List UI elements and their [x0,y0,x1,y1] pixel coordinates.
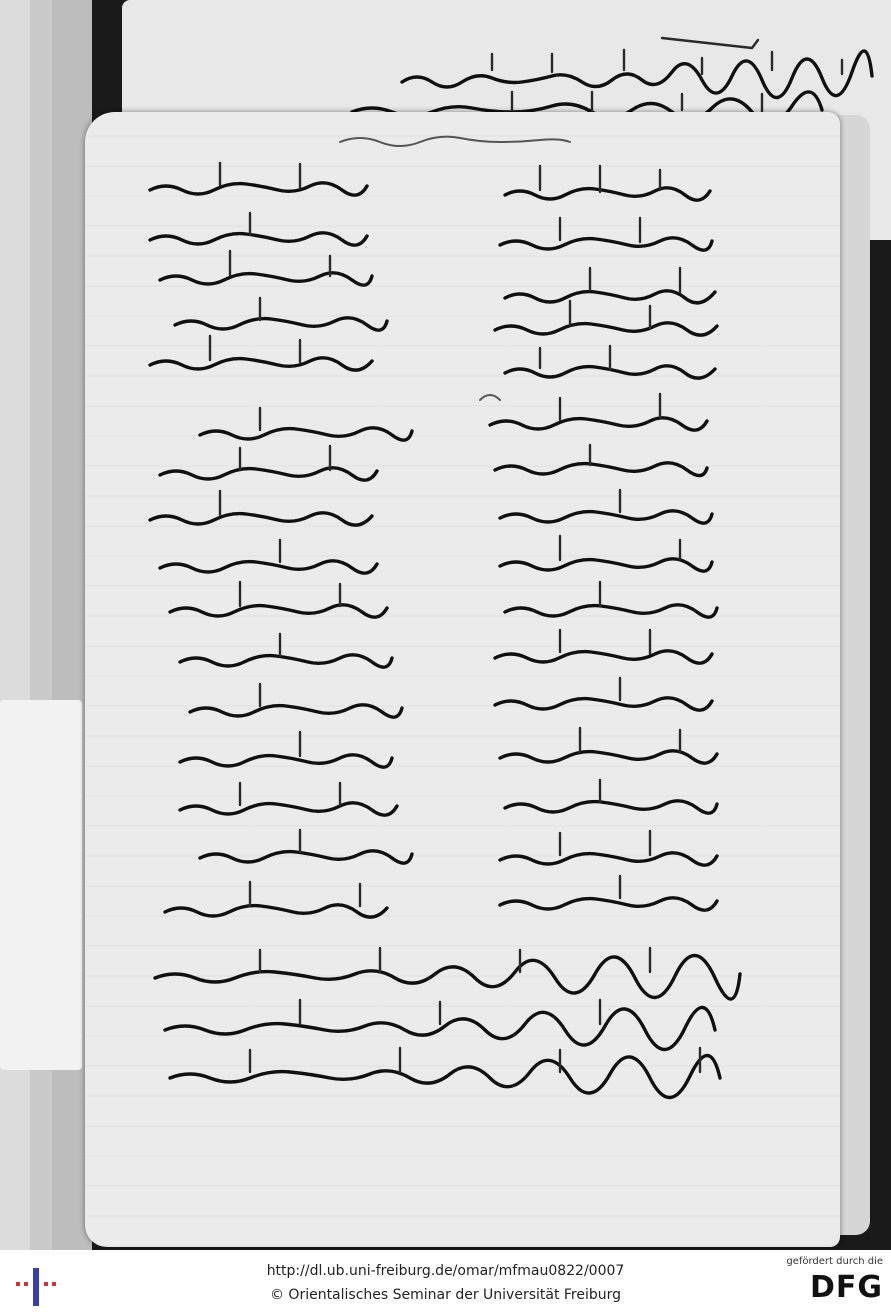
viewer-footer [0,1250,891,1313]
dfg-logo-icon: DFG [809,1270,883,1305]
dfg-caption: gefördert durch die [786,1256,883,1267]
left-column-lines [150,163,412,917]
dfg-funding-badge [773,1256,883,1308]
copyright-notice: © Orientalisches Seminar der Universität Freiburg [269,1287,622,1303]
right-column-lines [480,166,717,910]
document-url[interactable]: http://dl.ub.uni-freiburg.de/omar/mfmau0822/0007 [266,1263,625,1279]
closing-lines [155,948,740,1098]
